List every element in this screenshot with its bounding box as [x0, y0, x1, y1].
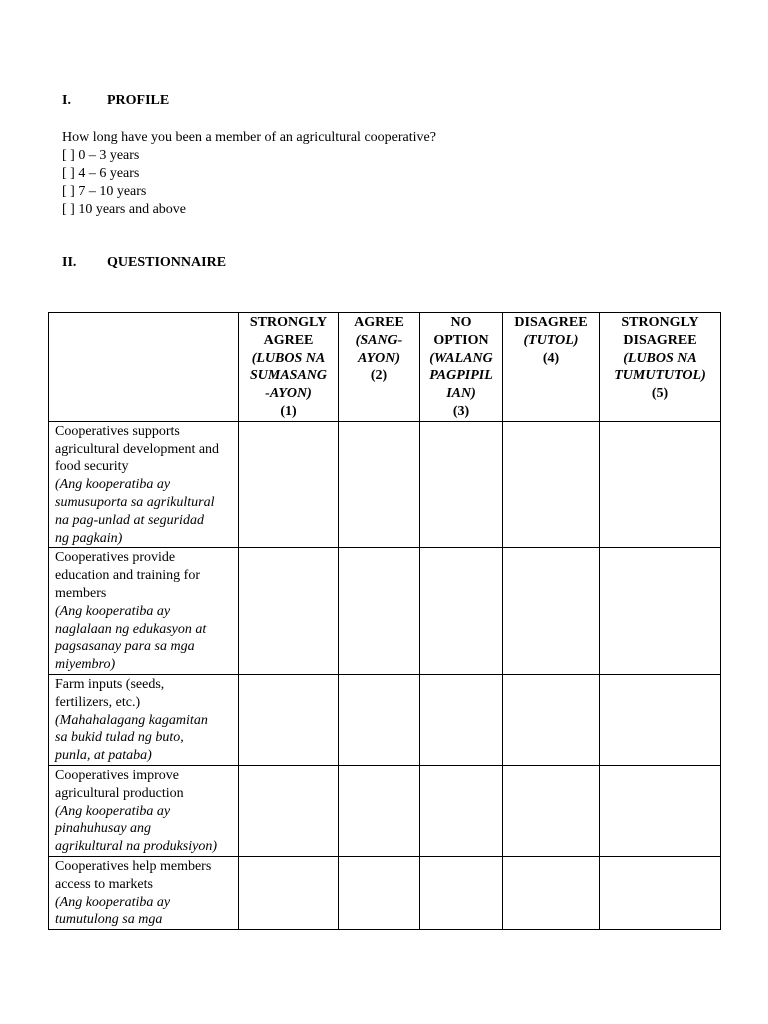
profile-option-0-3[interactable]: [ ] 0 – 3 years [62, 148, 140, 163]
header-scale-code: (3) [452, 403, 470, 419]
answer-cell-strongly-disagree[interactable] [600, 674, 721, 765]
answer-cell-agree[interactable] [339, 548, 420, 675]
profile-option-7-10[interactable]: [ ] 7 – 10 years [62, 184, 147, 199]
section-number: II. [62, 255, 77, 270]
answer-cell-strongly-agree[interactable] [239, 548, 339, 675]
answer-cell-strongly-disagree[interactable] [600, 548, 721, 675]
answer-cell-no-option[interactable] [420, 674, 503, 765]
statement-cell [49, 548, 239, 675]
header-label-filipino: -AYON) [265, 386, 312, 402]
statement-cell [49, 856, 239, 929]
table-row [49, 548, 721, 675]
answer-cell-agree[interactable] [339, 421, 420, 548]
table-row [49, 765, 721, 856]
header-label-filipino: (SANG- [355, 332, 403, 348]
section-title: QUESTIONNAIRE [107, 255, 227, 270]
table-header-row [49, 313, 721, 422]
statement-text-en: Cooperatives supports [55, 423, 180, 439]
header-scale-code: (1) [280, 403, 297, 419]
header-no-option [420, 313, 503, 422]
section-heading-profile [62, 92, 169, 110]
header-label-filipino: AYON) [358, 350, 400, 366]
header-label-en: AGREE [354, 315, 404, 330]
statement-text-filipino: na pag-unlad at seguridad [55, 512, 204, 528]
header-label-filipino: TUMUTUTOL) [614, 368, 706, 384]
statement-text-filipino: pagsasanay para sa mga [55, 639, 195, 655]
statement-text-en: Cooperatives improve [55, 767, 180, 783]
header-label-filipino: (LUBOS NA [251, 350, 326, 366]
answer-cell-no-option[interactable] [420, 856, 503, 929]
table-row [49, 856, 721, 929]
header-label-filipino: PAGPIPIL [429, 368, 493, 384]
answer-cell-no-option[interactable] [420, 765, 503, 856]
statement-cell [49, 674, 239, 765]
header-scale-code: (5) [651, 386, 669, 402]
statement-text-filipino: ng pagkain) [55, 530, 123, 546]
header-label-filipino: SUMASANG [249, 368, 328, 384]
likert-survey-table [48, 312, 721, 930]
header-label-en: DISAGREE [514, 315, 588, 330]
section-number: I. [62, 93, 71, 108]
statement-text-en: education and training for [55, 568, 201, 584]
section-title: PROFILE [107, 93, 170, 108]
profile-question-block [62, 129, 436, 219]
answer-cell-strongly-disagree[interactable] [600, 856, 721, 929]
answer-cell-disagree[interactable] [503, 856, 600, 929]
table-row [49, 674, 721, 765]
header-label-filipino: (LUBOS NA [623, 350, 697, 366]
header-label-en: OPTION [433, 332, 489, 348]
header-disagree [503, 313, 600, 422]
answer-cell-agree[interactable] [339, 856, 420, 929]
header-strongly-disagree [600, 313, 721, 422]
profile-question: How long have you been a member of an agricultural cooperative? [62, 130, 436, 145]
answer-cell-no-option[interactable] [420, 421, 503, 548]
answer-cell-strongly-disagree[interactable] [600, 421, 721, 548]
answer-cell-strongly-agree[interactable] [239, 674, 339, 765]
statement-text-en: food security [55, 459, 129, 475]
answer-cell-strongly-disagree[interactable] [600, 765, 721, 856]
statement-text-en: Cooperatives help members [55, 858, 212, 874]
statement-text-filipino: naglalaan ng edukasyon at [55, 621, 207, 637]
statement-cell [49, 421, 239, 548]
header-label-filipino: (TUTOL) [523, 332, 579, 348]
header-label-en: STRONGLY [249, 315, 328, 330]
statement-text-filipino: punla, at pataba) [55, 748, 152, 764]
header-scale-code: (4) [542, 350, 560, 366]
statement-text-filipino: sa bukid tulad ng buto, [55, 730, 184, 746]
answer-cell-disagree[interactable] [503, 674, 600, 765]
answer-cell-strongly-agree[interactable] [239, 421, 339, 548]
header-strongly-agree [239, 313, 339, 422]
statement-text-en: fertilizers, etc.) [55, 694, 141, 710]
statement-text-filipino: (Ang kooperatiba ay [55, 894, 171, 910]
header-agree [339, 313, 420, 422]
statement-text-filipino: (Ang kooperatiba ay [55, 477, 171, 493]
statement-text-en: Cooperatives provide [55, 550, 176, 566]
header-label-filipino: (WALANG [429, 350, 493, 366]
section-heading-questionnaire [62, 254, 226, 272]
statement-text-en: Farm inputs (seeds, [55, 676, 165, 692]
header-label-en: AGREE [263, 332, 314, 348]
statement-text-en: members [55, 585, 107, 601]
header-label-en: NO [450, 315, 472, 330]
header-label-en: STRONGLY [621, 315, 699, 330]
header-scale-code: (2) [370, 368, 388, 384]
profile-option-10-above[interactable]: [ ] 10 years and above [62, 202, 187, 217]
statement-text-filipino: (Ang kooperatiba ay [55, 803, 171, 819]
statement-text-en: access to markets [55, 876, 153, 892]
table-row [49, 421, 721, 548]
answer-cell-disagree[interactable] [503, 765, 600, 856]
statement-text-filipino: pinahuhusay ang [55, 821, 152, 837]
profile-option-4-6[interactable]: [ ] 4 – 6 years [62, 166, 140, 181]
answer-cell-strongly-agree[interactable] [239, 856, 339, 929]
answer-cell-strongly-agree[interactable] [239, 765, 339, 856]
statement-text-en: agricultural production [55, 785, 184, 801]
statement-text-filipino: miyembro) [55, 657, 116, 673]
statement-text-filipino: sumusuporta sa agrikultural [55, 494, 215, 510]
answer-cell-disagree[interactable] [503, 421, 600, 548]
statement-text-filipino: (Ang kooperatiba ay [55, 603, 171, 619]
header-label-filipino: IAN) [446, 386, 476, 402]
header-label-en: DISAGREE [623, 332, 697, 348]
answer-cell-disagree[interactable] [503, 548, 600, 675]
statement-cell [49, 765, 239, 856]
answer-cell-no-option[interactable] [420, 548, 503, 675]
answer-cell-agree[interactable] [339, 765, 420, 856]
statement-text-filipino: agrikultural na produksiyon) [55, 839, 218, 855]
statement-text-filipino: tumutulong sa mga [55, 912, 163, 928]
header-statement-column [49, 313, 239, 422]
statement-text-en: agricultural development and [55, 441, 220, 457]
statement-text-filipino: (Mahahalagang kagamitan [55, 712, 208, 728]
answer-cell-agree[interactable] [339, 674, 420, 765]
